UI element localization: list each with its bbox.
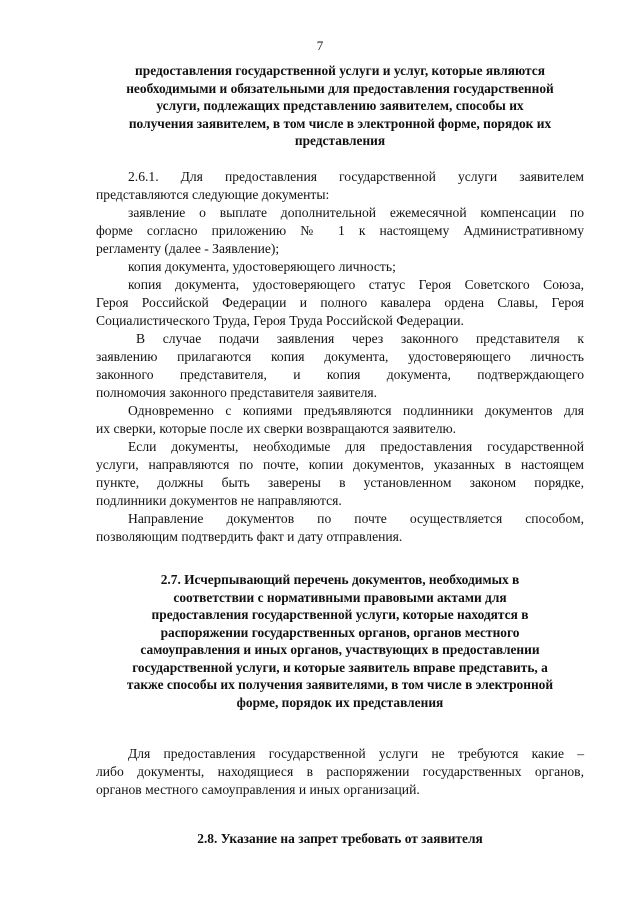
text-line: Направление документов по почте осуществляется способом, [128, 511, 584, 526]
text-line: заявление о выплате дополнительной ежемесячной компенсации по [128, 205, 584, 220]
heading-line: 2.7. Исчерпывающий перечень документов, необходимых в [160, 572, 520, 587]
text-line: Если документы, необходимые для предоставления государственной [128, 439, 584, 454]
heading-line: 2.8. Указание на запрет требовать от заявителя [197, 831, 483, 846]
heading-line: государственной услуги, и которые заявитель вправе представить, а [132, 659, 548, 675]
text-line: Героя Российской Федерации и полного кавалера ордена Славы, Героя [96, 295, 584, 310]
text-line: копия документа, удостоверяющего статус Героя Советского Союза, [128, 277, 584, 292]
text-line: представляются следующие документы: [96, 187, 330, 202]
heading-line: соответствии с нормативными правовыми актами для [173, 589, 507, 605]
text-line: законного представителя, и копия документа, подтверждающего [96, 367, 584, 382]
text-line: Социалистического Труда, Героя Труда Российской Федерации. [96, 313, 464, 328]
text-line: форме согласно приложению № 1 к настоящему Административному [96, 223, 584, 238]
heading-line: необходимыми и обязательными для предоставления государственной [126, 80, 554, 96]
heading-line: предоставления государственной услуги, которые находятся в [151, 607, 529, 622]
text-line: органов местного самоуправления и иных организаций. [96, 782, 420, 797]
heading-line: форме, порядок их представления [236, 694, 444, 710]
paragraph-2-6-1 [96, 168, 584, 546]
text-line: либо документы, находящиеся в распоряжении государственных органов, [96, 764, 584, 779]
text-line: их сверки, которые после их сверки возвращаются заявителю. [96, 421, 457, 436]
text-line: пункте, должны быть заверены в установленном законом порядке, [96, 475, 584, 490]
heading-line: самоуправления и иных органов, участвующих в предоставлении [140, 642, 540, 657]
section-heading-2-6 [96, 62, 584, 150]
text-line: полномочия законного представителя заявителя. [96, 385, 378, 400]
text-line: В случае подачи заявления через законного представителя к [136, 331, 584, 346]
text-line: Для предоставления государственной услуги не требуются какие – [128, 746, 584, 761]
heading-line: представления [294, 133, 386, 148]
text-line: услуги, направляются по почте, копии документов, указанных в настоящем [96, 457, 584, 472]
text-line: Одновременно с копиями предъявляются подлинники документов для [128, 403, 584, 418]
text-line: подлинники документов не направляются. [96, 493, 342, 508]
paragraph-2-7-text [96, 745, 584, 799]
text-line: заявлению прилагаются копия документа, удостоверяющего личность [96, 349, 584, 364]
page-number: 7 [316, 38, 324, 53]
section-heading-2-8 [96, 830, 584, 848]
text-line: копия документа, удостоверяющего личность; [128, 259, 396, 274]
heading-line: также способы их получения заявителями, в том числе в электронной [126, 677, 554, 692]
section-heading-2-7 [96, 571, 584, 711]
text-line: позволяющим подтвердить факт и дату отправления. [96, 529, 403, 544]
heading-line: услуги, подлежащих представлению заявителем, способы их [156, 98, 524, 113]
text-line: 2.6.1. Для предоставления государственной услуги заявителем [128, 169, 584, 184]
text-line: регламенту (далее - Заявление); [96, 241, 280, 256]
heading-line: предоставления государственной услуги и услуг, которые являются [135, 63, 545, 78]
heading-line: распоряжении государственных органов, органов местного [160, 624, 520, 640]
heading-line: получения заявителем, в том числе в электронной форме, порядок их [128, 115, 552, 131]
